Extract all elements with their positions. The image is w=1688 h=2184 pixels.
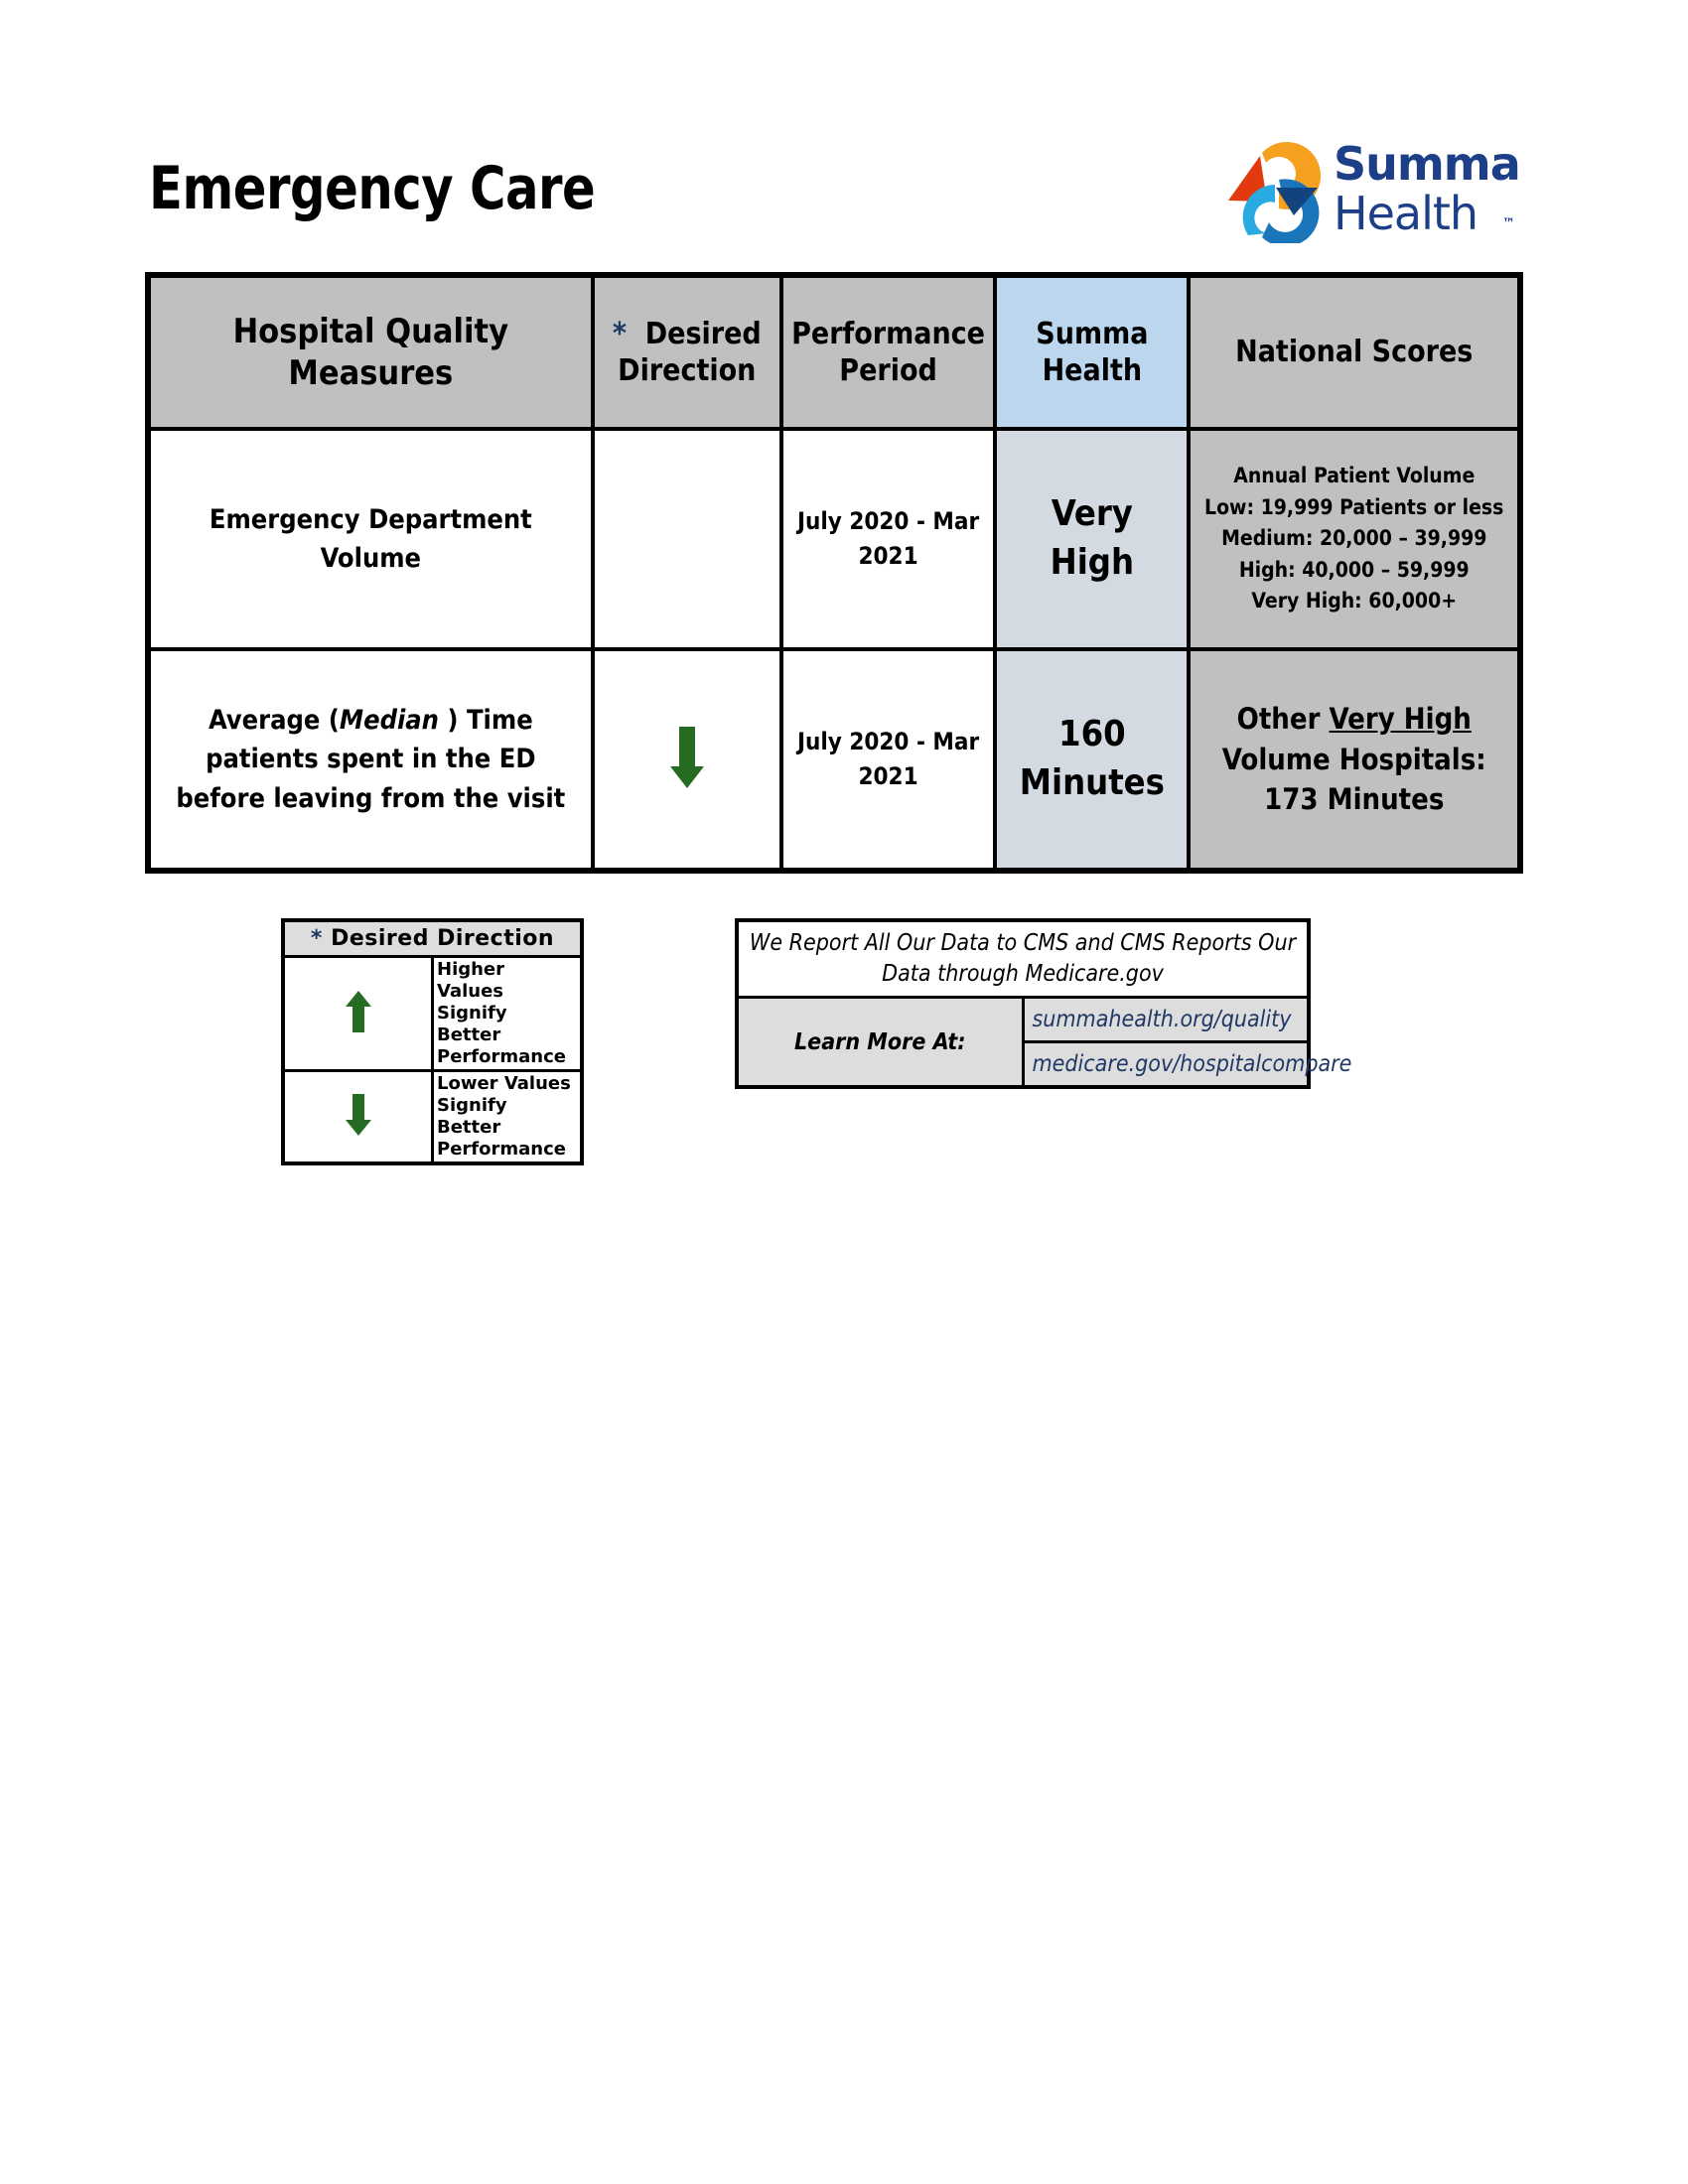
period-line1: July 2020 - Mar [796,728,980,756]
measure-text-part2: ) Time patients spent in the ED before leaving from the visit [176,705,566,814]
direction-cell-empty [593,429,781,649]
header-period-line2: Period [839,353,937,388]
legend-up-arrow-cell [283,957,433,1071]
period-line2: 2021 [858,542,918,570]
legend-lower-line1: Lower Values Signify [437,1072,571,1116]
performance-period-ed-wait-time [781,649,995,871]
up-arrow-icon [346,991,371,1032]
header-period-line1: Performance [791,316,985,351]
summa-score-ed-wait-time [995,649,1189,871]
table-row [148,429,1520,649]
measure-line1: Emergency Department [209,503,532,535]
legend-title [283,920,582,957]
desired-direction-legend [281,918,584,1165]
legend-title-text: Desired Direction [331,926,555,951]
legend-lower-line2: Better Performance [437,1116,566,1160]
info-link-row-1 [737,998,1309,1042]
legend-lower-text [433,1070,583,1162]
measure-line2: Volume [320,543,422,574]
national-line2: Low: 19,999 Patients or less [1204,494,1504,519]
down-arrow-icon [346,1094,371,1136]
column-header-measures [148,275,593,429]
summa-swirl-icon [1226,139,1331,243]
column-header-summa-health [995,275,1189,429]
column-header-direction [593,275,781,429]
legend-down-arrow-cell [283,1070,433,1162]
link-medicare-hospitalcompare[interactable]: medicare.gov/hospitalcompare [1023,1042,1309,1088]
note-line1: We Report All Our Data to CMS and CMS Reports Our [749,929,1297,956]
legend-higher-line2: Better Performance [437,1024,566,1067]
national-line4: High: 40,000 – 59,999 [1238,557,1470,582]
logo-wordmark [1334,139,1532,243]
national-score-ed-wait-time [1189,649,1520,871]
cms-reporting-note [737,920,1309,998]
national-underlined: Very High [1329,702,1472,737]
national-line1: Annual Patient Volume [1233,464,1476,488]
performance-period-ed-volume [781,429,995,649]
header-measures-line1: Hospital Quality [232,311,509,351]
learn-more-label: Learn More At: [737,998,1023,1088]
national-line3: Medium: 20,000 – 39,999 [1221,526,1487,551]
measure-name-ed-volume [148,429,593,649]
table-row [148,649,1520,871]
column-header-national-scores: National Scores [1189,275,1520,429]
summa-unit: Minutes [1019,762,1165,803]
national-line2: Volume Hospitals: [1221,742,1486,776]
header-direction-line2: Direction [618,353,757,388]
table-header-row [148,275,1520,429]
legend-higher-text [433,957,583,1071]
summa-value: 160 [1058,714,1126,755]
measure-name-ed-wait-time [148,649,593,871]
national-line5: Very High: 60,000+ [1251,589,1458,614]
summa-score-ed-volume: Very High [995,429,1189,649]
data-source-info-box [735,918,1352,1089]
header-summa-line2: Health [1042,353,1143,388]
info-note-row [737,920,1309,998]
asterisk-marker: * [310,926,323,951]
national-line3: 173 Minutes [1264,782,1445,817]
asterisk-marker: * [612,316,627,351]
legend-item-lower [283,1070,582,1162]
legend-header-row [283,920,582,957]
direction-cell-down [593,649,781,871]
header-summa-line1: Summa [1036,316,1149,351]
legend-higher-line1: Higher Values Signify [437,959,507,1024]
measure-text-italic: Median [339,705,439,737]
header-measures-line2: Measures [288,353,454,393]
summa-health-logo [1226,139,1524,243]
period-line1: July 2020 - Mar [796,507,980,536]
national-prefix: Other [1236,702,1330,737]
header-direction-line1: Desired [644,316,762,351]
link-summahealth-quality[interactable]: summahealth.org/quality [1023,998,1309,1042]
page-title: Emergency Care [149,154,596,223]
down-arrow-icon [670,727,704,788]
measure-text-part1: Average ( [208,705,340,737]
logo-line-health: Health [1334,187,1478,240]
logo-line-summa: Summa [1334,137,1520,191]
quality-measures-table [145,272,1523,874]
national-score-ed-volume [1189,429,1520,649]
column-header-period [781,275,995,429]
legend-item-higher [283,957,582,1071]
trademark-symbol: ™ [1502,216,1515,231]
period-line2: 2021 [858,762,918,790]
note-line2: Data through Medicare.gov [882,961,1164,987]
